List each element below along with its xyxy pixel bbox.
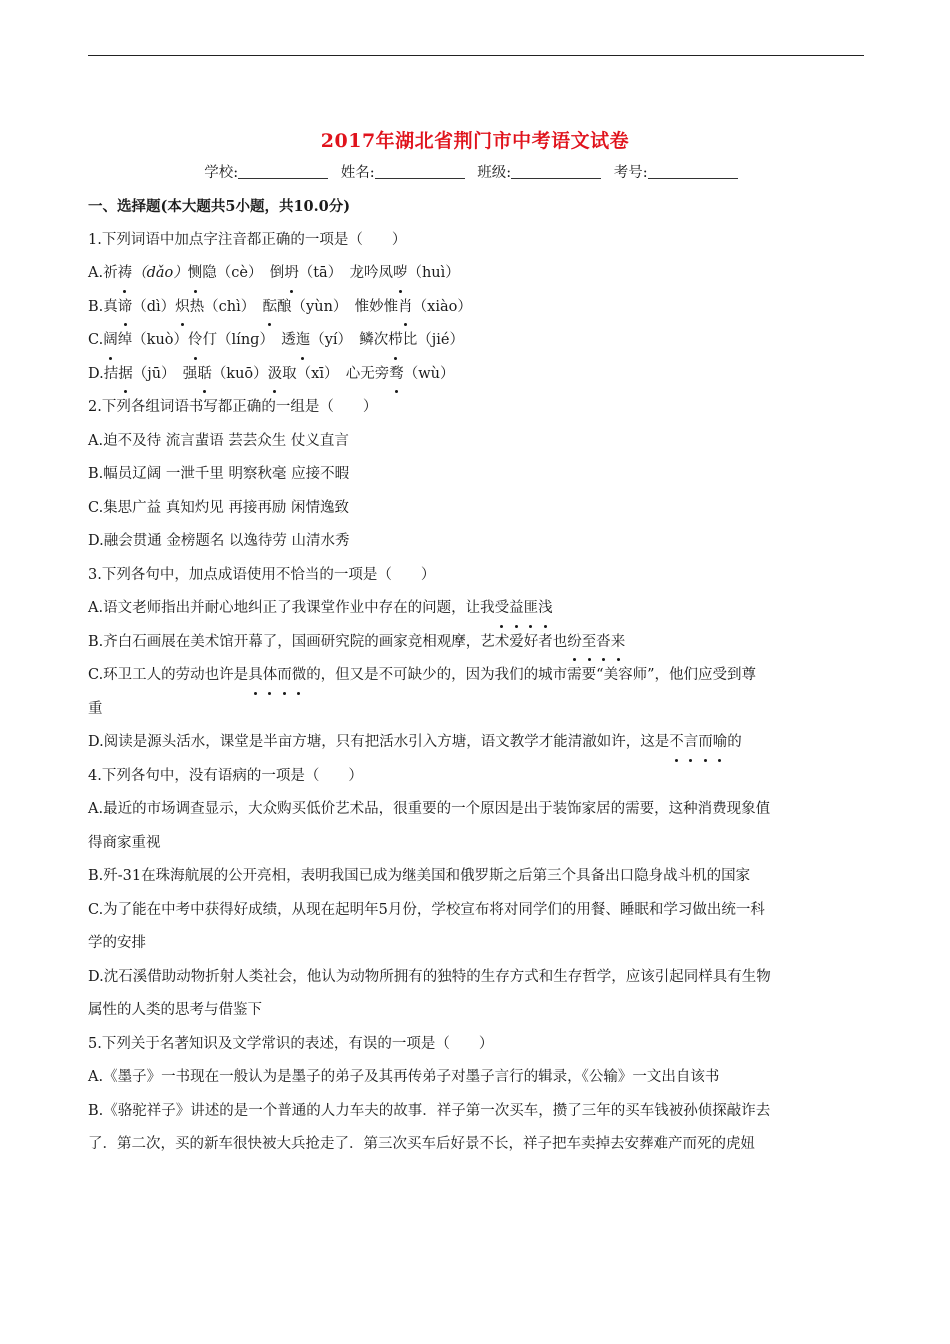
question-3-option-c-cont: 重 bbox=[88, 700, 103, 717]
option-text: （kuō） bbox=[211, 365, 268, 382]
dotted-char: 具 bbox=[248, 659, 263, 693]
dotted-char: 来 bbox=[611, 626, 626, 660]
class-label: 班级: bbox=[477, 165, 512, 181]
question-1-option-b bbox=[88, 291, 866, 325]
question-2-option-a: A.迫不及待 流言蜚语 芸芸众生 仗义直言 bbox=[88, 432, 349, 449]
option-text: （tā） 龙吟凤 bbox=[298, 265, 393, 281]
question-2-option-c: C.集思广益 真知灼见 再接再励 闲情逸致 bbox=[88, 499, 350, 516]
option-text: D.拮 bbox=[88, 365, 119, 382]
dotted-char: 至 bbox=[582, 626, 597, 660]
dotted-char: 哕 bbox=[393, 257, 408, 291]
option-text: 绰（kuò） bbox=[117, 332, 189, 348]
dotted-char: 骛 bbox=[389, 358, 404, 392]
option-text: 隐（cè） 倒 bbox=[202, 265, 285, 281]
option-text: A.语文老师指出并耐心地纠正了我课堂作业中存在的问题，让我 bbox=[88, 600, 495, 616]
dotted-char: 微 bbox=[292, 659, 307, 693]
dotted-char: 祷 bbox=[118, 257, 133, 291]
dotted-char: 酝 bbox=[263, 291, 278, 325]
name-blank[interactable] bbox=[375, 164, 465, 179]
student-info-row bbox=[0, 161, 950, 182]
question-4-option-d: D.沈石溪借助动物折射人类社会，他认为动物所拥有的独特的生存方式和生存哲学，应该引起同样具有生物 bbox=[88, 968, 771, 985]
dotted-char: 迤 bbox=[296, 324, 311, 358]
dotted-char: 聒 bbox=[197, 358, 212, 392]
option-text: 热（chì） bbox=[189, 298, 263, 315]
option-text: （wù） bbox=[403, 365, 455, 382]
question-4-option-c-cont: 学的安排 bbox=[88, 935, 146, 951]
option-text: D.阅读是源头活水，课堂是半亩方塘，只有把活水引入方塘，语文教学才能清澈如许，这是 bbox=[88, 734, 670, 750]
question-4-option-a: A.最近的市场调查显示，大众购买低价艺术品，很重要的一个原因是出于装饰家居的需要，这种消费现象值 bbox=[88, 801, 771, 817]
option-text: C.环卫工人的劳动也许是 bbox=[88, 667, 249, 683]
question-4-option-c: C.为了能在中考中获得好成绩，从现在起明年5月份，学校宣布将对同学们的用餐、睡眠和学习做出统一科 bbox=[88, 901, 765, 918]
option-text: （huì） bbox=[407, 265, 460, 281]
dotted-char: 言 bbox=[684, 726, 699, 760]
question-2-stem: 2.下列各组词语书写都正确的一组是（ ） bbox=[88, 399, 378, 415]
option-text: （xiào） bbox=[412, 298, 472, 315]
header-rule bbox=[88, 55, 864, 56]
option-text: （yí） 鳞次 bbox=[310, 332, 389, 348]
question-3-option-a bbox=[88, 592, 866, 626]
option-text: 的，但又是不可缺少的，因为我们的城市需要“美容师”，他们应受到尊 bbox=[306, 667, 757, 683]
option-text: 酿（yùn） 惟妙惟 bbox=[277, 298, 399, 315]
question-3-stem: 3.下列各句中，加点成语使用不恰当的一项是（ ） bbox=[88, 566, 436, 583]
question-1-option-c bbox=[88, 324, 866, 358]
dotted-char: 喻 bbox=[713, 726, 728, 760]
school-blank[interactable] bbox=[238, 164, 328, 179]
dotted-char: 匪 bbox=[524, 592, 539, 626]
question-5-option-b: B.《骆驼祥子》讲述的是一个普通的人力车夫的故事．祥子第一次买车，攒了三年的买车钱被孙侦探敲诈去 bbox=[88, 1102, 771, 1119]
question-2-option-b: B.幅员辽阔 一泄千里 明察秋毫 应接不暇 bbox=[88, 466, 350, 482]
dotted-char: 据 bbox=[118, 358, 133, 392]
dotted-char: 坍 bbox=[284, 257, 299, 291]
page-title: 2017年湖北省荆门市中考语文试卷 bbox=[320, 130, 630, 152]
option-text: 的 bbox=[727, 734, 742, 750]
dotted-char: 伶 bbox=[188, 324, 203, 358]
pinyin: （dǎo） bbox=[132, 265, 188, 281]
pinyin: （dì） bbox=[132, 298, 176, 315]
option-text: A.祈 bbox=[88, 265, 118, 281]
dotted-char: 谛 bbox=[118, 291, 133, 325]
question-4-stem: 4.下列各句中，没有语病的一项是（ ） bbox=[88, 767, 363, 784]
dotted-char: 而 bbox=[277, 659, 292, 693]
option-text: 取（xī） 心无旁 bbox=[282, 365, 390, 382]
question-1-option-d bbox=[88, 358, 866, 392]
option-text: C. bbox=[88, 332, 104, 348]
dotted-char: 恻 bbox=[188, 257, 203, 291]
dotted-char: 炽 bbox=[175, 291, 190, 325]
question-1-stem: 1.下列词语中加点字注音都正确的一项是（ ） bbox=[88, 231, 407, 248]
question-3-option-c bbox=[88, 659, 866, 693]
exam-number-blank[interactable] bbox=[648, 164, 738, 179]
dotted-char: 益 bbox=[509, 592, 524, 626]
class-blank[interactable] bbox=[511, 164, 601, 179]
dotted-char: 纷 bbox=[567, 626, 582, 660]
dotted-char: 不 bbox=[669, 726, 684, 760]
name-label: 姓名: bbox=[340, 165, 375, 181]
dotted-char: 沓 bbox=[596, 626, 611, 660]
question-1-option-a bbox=[88, 257, 866, 291]
option-text: B.真 bbox=[88, 298, 118, 315]
section-heading: 一、选择题(本大题共5小题，共10.0分) bbox=[88, 198, 351, 215]
school-label: 学校: bbox=[204, 165, 239, 181]
question-5-stem: 5.下列关于名著知识及文学常识的表述，有误的一项是（ ） bbox=[88, 1035, 494, 1052]
option-text: B.齐白石画展在美术馆开幕了，国画研究院的画家竞相观摩，艺术爱好者也 bbox=[88, 633, 568, 650]
dotted-char: 浅 bbox=[538, 592, 553, 626]
option-text: 比（jié） bbox=[402, 332, 465, 348]
question-3-option-b bbox=[88, 626, 866, 660]
question-4-option-d-cont: 属性的人类的思考与借鉴下 bbox=[88, 1002, 262, 1018]
question-5-option-b-cont: 了．第二次，买的新车很快被大兵抢走了．第三次买车后好景不长，祥子把车卖掉去安葬难产而死的虎妞 bbox=[88, 1136, 755, 1152]
dotted-char: 汲 bbox=[268, 358, 283, 392]
question-4-option-b: B.歼-31在珠海航展的公开亮相，表明我国已成为继美国和俄罗斯之后第三个具备出口隐身战斗机的国家 bbox=[88, 868, 751, 884]
option-text: （jū） 强 bbox=[132, 365, 198, 382]
dotted-char: 阔 bbox=[103, 324, 118, 358]
question-4-option-a-cont: 得商家重视 bbox=[88, 834, 161, 851]
dotted-char: 体 bbox=[263, 659, 278, 693]
exam-number-label: 考号: bbox=[613, 165, 648, 181]
question-5-option-a: A.《墨子》一书现在一般认为是墨子的弟子及其再传弟子对墨子言行的辑录，《公输》一文出自该书 bbox=[88, 1069, 720, 1085]
question-3-option-d bbox=[88, 726, 866, 760]
dotted-char: 受 bbox=[495, 592, 510, 626]
exam-content bbox=[88, 190, 866, 1162]
option-text: 仃（línɡ） 透 bbox=[202, 332, 296, 348]
dotted-char: 而 bbox=[698, 726, 713, 760]
question-2-option-d: D.融会贯通 金榜题名 以逸待劳 山清水秀 bbox=[88, 533, 350, 549]
dotted-char: 栉 bbox=[388, 324, 403, 358]
dotted-char: 肖 bbox=[398, 291, 413, 325]
